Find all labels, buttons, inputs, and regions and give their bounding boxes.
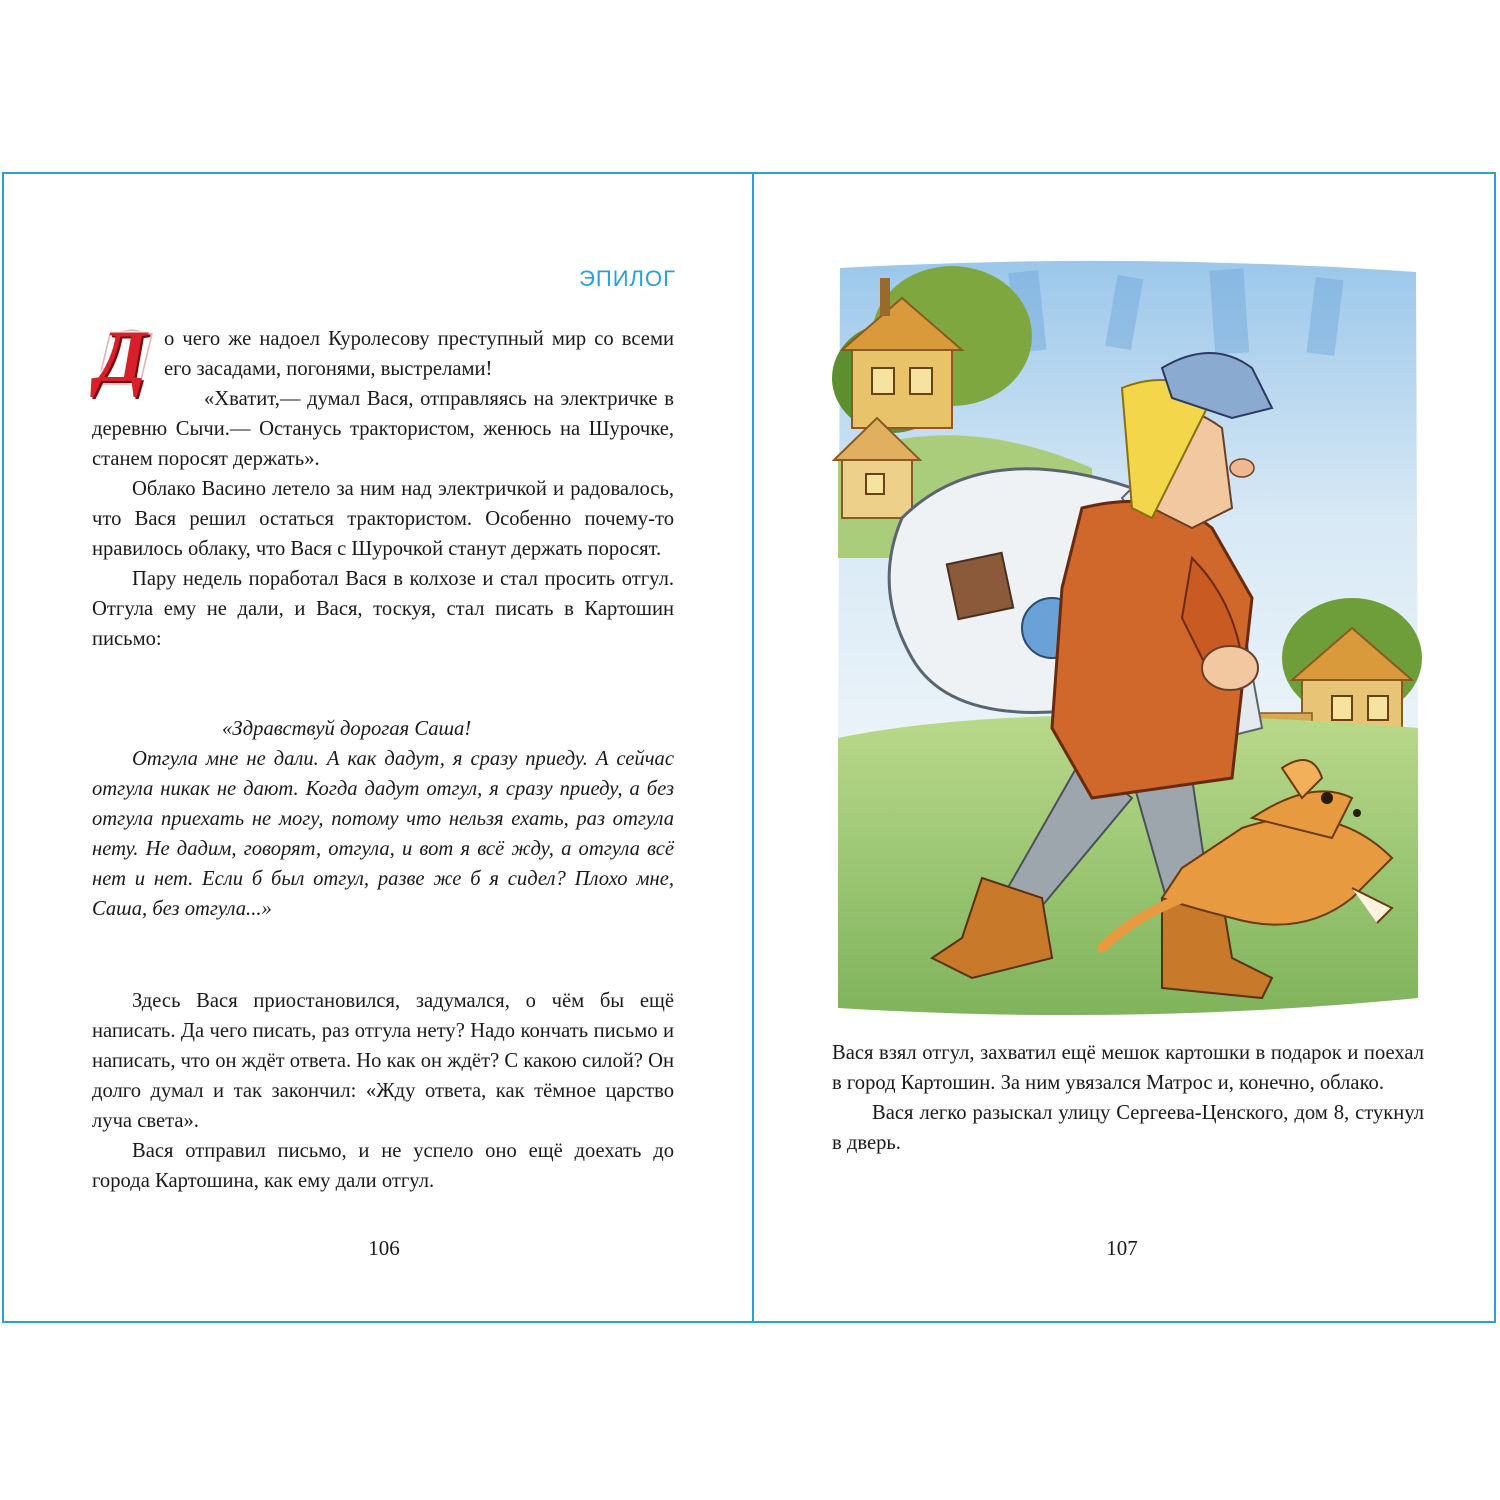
right-page xyxy=(754,174,1496,1321)
drop-cap-letter: Д xyxy=(96,316,147,398)
paragraph: Вася взял отгул, захватил ещё мешок картошки в подарок и поехал в город Картошин. За ним увязался Матрос и, конечно, облако. xyxy=(832,1042,1424,1094)
paragraph-text: о чего же надоел Куролесову преступный мир со всеми его засадами, погонями, выстрелами! xyxy=(164,328,674,380)
page-number-left: 106 xyxy=(368,1236,400,1260)
chapter-title: ЭПИЛОГ xyxy=(579,266,676,291)
paragraph: Облако Васино летело за ним над электричкой и радовалось, что Вася решил остаться трактористом. Особенно почему-то нравилось облаку, что Вася с Шурочкой станут держать поросят. xyxy=(92,478,674,560)
letter-greeting: «Здравствуй дорогая Саша! xyxy=(222,718,472,740)
paragraph: Здесь Вася приостановился, задумался, о чём бы ещё написать. Да чего писать, раз отгула нету? Надо кончать письмо и написать, что он ждёт ответа. Но как он ждёт? С какою силой? Он долго думал и так закончил: «Жду ответа, как тёмное царство луча света». xyxy=(92,990,674,1132)
paragraph: Вася легко разыскал улицу Сергеева-Ценского, дом 8, стукнул в дверь. xyxy=(832,1102,1424,1154)
text-block-top xyxy=(92,316,674,654)
illustration xyxy=(832,258,1424,1026)
letter-block xyxy=(92,714,674,924)
left-page xyxy=(4,174,752,1321)
drop-cap xyxy=(92,316,158,398)
paragraph xyxy=(92,316,674,398)
paragraph: «Хватит,— думал Вася, отправляясь на электричке в деревню Сычи.— Останусь трактористом, женюсь на Шурочке, станем поросят держать». xyxy=(92,388,674,470)
paragraph: Вася отправил письмо, и не успело оно ещё доехать до города Картошина, как ему дали отгул. xyxy=(92,1140,674,1192)
book-spread xyxy=(2,172,1496,1323)
page-number-right: 107 xyxy=(1106,1236,1138,1260)
text-block-bottom xyxy=(92,986,674,1196)
text-block-right xyxy=(832,1038,1424,1158)
letter-body: Отгула мне не дали. А как дадут, я сразу приеду. А сейчас отгула никак не дают. Когда дадут отгул, я сразу приеду, а без отгула приехать не могу, потому что нельзя ехать, раз отгула нету. Не дадим, говорят, отгула, и вот я всё жду, а отгула всё нет и нет. Если б был отгул, разве же б я сидел? Плохо мне, Саша, без отгула...» xyxy=(92,748,674,920)
paragraph: Пару недель поработал Вася в колхозе и стал просить отгул. Отгула ему не дали, и Вася, тоскуя, стал писать в Картошин письмо: xyxy=(92,568,674,650)
